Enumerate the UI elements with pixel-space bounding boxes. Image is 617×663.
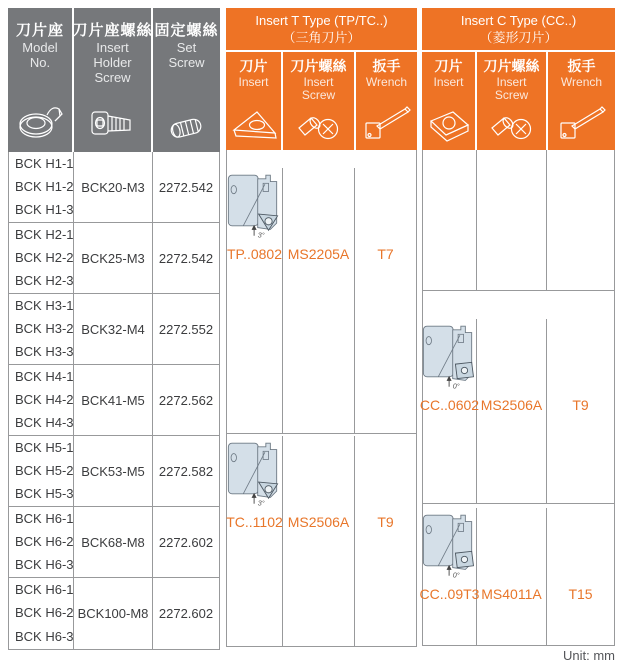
model-label: BCK H6-1 — [15, 510, 74, 526]
set-screw-cell: 2272.602 — [158, 534, 214, 550]
c-screw-header — [477, 52, 548, 150]
t-cell-1-insert — [227, 168, 283, 433]
set-screw-cell: 2272.602 — [158, 606, 214, 621]
model-label: BCK H5-2 — [15, 462, 74, 478]
set-screw-icon — [166, 112, 208, 144]
wrench-icon — [361, 102, 413, 142]
c-type-body — [419, 150, 615, 646]
c-cell-2-screw — [477, 508, 547, 645]
t-screw-header-en2: Screw — [301, 88, 336, 102]
model-label: BCK H6-3 — [15, 557, 74, 573]
c-wrench-header — [548, 52, 615, 150]
t-wrench-header-en: Wrench — [365, 75, 408, 89]
tool-angle-label: 0° — [452, 570, 460, 580]
model-label: BCK H3-3 — [15, 344, 74, 360]
model-label: BCK H6-2 — [15, 605, 74, 621]
c-wrench-header-zh: 扳手 — [567, 58, 596, 74]
model-label: BCK H4-3 — [15, 415, 74, 431]
header-holder-screw-en2: Holder — [93, 55, 132, 70]
c-wrench-header-en: Wrench — [560, 75, 603, 89]
t-screw-header — [283, 52, 356, 150]
header-set-screw-zh: 固定螺絲 — [154, 22, 219, 39]
wrench-code: T9 — [377, 514, 394, 530]
c-type-section — [419, 8, 615, 649]
model-label: BCK H2-2 — [15, 249, 74, 265]
t-cell-2-wrench — [355, 436, 416, 646]
c-insert-header — [422, 52, 477, 150]
model-label: BCK H2-3 — [15, 273, 74, 289]
wrench-code: T15 — [568, 586, 593, 602]
spec-table-header — [8, 8, 220, 152]
t-type-title — [226, 8, 417, 52]
t-cell-2 — [227, 434, 416, 646]
c-cell-2 — [419, 504, 614, 645]
holder-screw-cell: BCK41-M5 — [74, 365, 153, 435]
model-label: BCK H1-3 — [15, 202, 74, 218]
c-cell-empty-screw — [477, 150, 547, 290]
t-cell-1-screw — [283, 168, 355, 433]
t-screw-header-zh: 刀片螺絲 — [290, 58, 347, 74]
wrench-code: T9 — [572, 397, 589, 413]
c-cell-1 — [419, 291, 614, 504]
model-cell — [9, 507, 74, 577]
model-label: BCK H5-3 — [15, 486, 74, 502]
c-insert-header-en: Insert — [433, 75, 464, 89]
insert-screw-code: MS4011A — [481, 586, 542, 602]
t-cell-2-insert — [227, 436, 283, 646]
t-type-body — [226, 150, 417, 647]
table-row-h3 — [9, 294, 219, 365]
c-screw-header-en2: Screw — [494, 88, 529, 102]
model-label: BCK H4-2 — [15, 391, 74, 407]
table-row-h6 — [9, 507, 219, 578]
unit-note: Unit: mm — [563, 648, 615, 663]
insert-screw-code: MS2506A — [480, 397, 543, 413]
set-screw-cell: 2272.582 — [158, 463, 214, 479]
triangle-insert-icon — [230, 108, 278, 142]
header-holder-screw-en3: Screw — [94, 70, 131, 85]
c-cell-empty-insert — [423, 150, 477, 290]
t-wrench-header-zh: 扳手 — [372, 58, 401, 74]
t-insert-header-zh: 刀片 — [239, 58, 268, 74]
table-row-h2 — [9, 223, 219, 294]
model-label: BCK H1-2 — [15, 178, 74, 194]
cutter-head-illustration — [227, 436, 283, 510]
holder-screw-cell: BCK68-M8 — [74, 507, 153, 577]
c-screw-header-en1: Insert — [496, 75, 527, 89]
cap-screw-icon — [88, 104, 138, 144]
model-cell — [9, 578, 74, 649]
model-label: BCK H2-1 — [15, 226, 74, 242]
wrench-code: T7 — [377, 246, 394, 262]
insert-screw-icon — [488, 108, 536, 142]
t-insert-header-en: Insert — [238, 75, 269, 89]
model-label: BCK H6-2 — [15, 533, 74, 549]
model-cell — [9, 365, 74, 435]
c-type-title-zh: （菱形刀片） — [479, 29, 558, 45]
table-row-h1 — [9, 152, 219, 223]
t-type-section — [226, 8, 417, 649]
model-cell — [9, 294, 74, 364]
t-type-subheader — [226, 52, 417, 150]
header-model-no-en1: Model — [22, 40, 58, 55]
set-screw-cell: 2272.562 — [158, 392, 214, 408]
tool-angle-label: 0° — [452, 381, 460, 391]
c-cell-empty — [423, 150, 614, 291]
cutter-head-illustration — [422, 508, 478, 582]
wrench-icon — [556, 102, 608, 142]
model-cell — [9, 436, 74, 506]
set-screw-cell: 2272.552 — [158, 321, 214, 337]
header-model-no-en2: No. — [29, 55, 51, 70]
model-cell — [9, 223, 74, 293]
holder-screw-cell: BCK53-M5 — [74, 436, 153, 506]
header-holder-screw-zh: 刀片座螺絲 — [72, 22, 153, 39]
header-model-no-zh: 刀片座 — [15, 22, 64, 39]
c-cell-1-wrench — [547, 319, 614, 503]
t-wrench-header — [356, 52, 417, 150]
model-label: BCK H6-1 — [15, 581, 74, 597]
header-model-no — [8, 8, 74, 152]
table-row-h6b — [9, 578, 219, 649]
toolholder-icon — [14, 100, 66, 144]
rhombus-insert-icon — [426, 108, 472, 142]
holder-screw-cell: BCK32-M4 — [74, 294, 153, 364]
c-cell-2-insert — [419, 508, 480, 645]
t-type-title-zh: （三角刀片） — [282, 29, 361, 45]
insert-code: CC..09T3 — [419, 586, 480, 602]
t-insert-header — [226, 52, 283, 150]
model-label: BCK H1-1 — [15, 155, 74, 171]
insert-code: CC..0602 — [419, 397, 480, 413]
model-cell — [9, 152, 74, 222]
c-type-subheader — [422, 52, 615, 150]
header-set-screw — [153, 8, 220, 152]
t-cell-2-screw — [283, 436, 355, 646]
insert-screw-code: MS2205A — [287, 246, 350, 262]
c-cell-2-wrench — [547, 508, 614, 645]
c-screw-header-zh: 刀片螺絲 — [483, 58, 540, 74]
c-cell-1-screw — [477, 319, 547, 503]
header-set-screw-en1: Set — [176, 40, 197, 55]
model-label: BCK H6-3 — [15, 629, 74, 645]
model-label: BCK H3-2 — [15, 320, 74, 336]
c-cell-empty-wrench — [547, 150, 614, 290]
insert-screw-code: MS2506A — [287, 514, 350, 530]
spec-table — [8, 8, 220, 649]
holder-screw-cell: BCK20-M3 — [74, 152, 153, 222]
header-set-screw-en2: Screw — [168, 55, 205, 70]
t-cell-1 — [227, 150, 416, 434]
model-label: BCK H4-1 — [15, 368, 74, 384]
holder-screw-cell: BCK100-M8 — [74, 578, 153, 649]
tool-angle-label: 3° — [257, 230, 265, 240]
set-screw-cell: 2272.542 — [158, 179, 214, 195]
table-row-h5 — [9, 436, 219, 507]
holder-screw-cell: BCK25-M3 — [74, 223, 153, 293]
header-holder-screw — [74, 8, 153, 152]
t-cell-1-wrench — [355, 168, 416, 433]
table-row-h4 — [9, 365, 219, 436]
model-label: BCK H3-1 — [15, 297, 74, 313]
cutter-head-illustration — [227, 168, 283, 242]
c-insert-header-zh: 刀片 — [434, 58, 463, 74]
header-holder-screw-en1: Insert — [96, 40, 129, 55]
t-type-title-en: Insert T Type (TP/TC..) — [255, 12, 388, 28]
t-screw-header-en1: Insert — [303, 75, 334, 89]
insert-screw-icon — [295, 108, 343, 142]
set-screw-cell: 2272.542 — [158, 250, 214, 266]
c-type-title — [422, 8, 615, 52]
insert-code: TC..1102 — [226, 514, 283, 530]
model-label: BCK H5-1 — [15, 439, 74, 455]
spec-table-body — [8, 152, 220, 650]
tool-angle-label: 3° — [257, 498, 265, 508]
c-cell-1-insert — [419, 319, 480, 503]
cutter-head-illustration — [422, 319, 478, 393]
insert-code: TP..0802 — [227, 246, 283, 262]
c-type-title-en: Insert C Type (CC..) — [460, 12, 577, 28]
